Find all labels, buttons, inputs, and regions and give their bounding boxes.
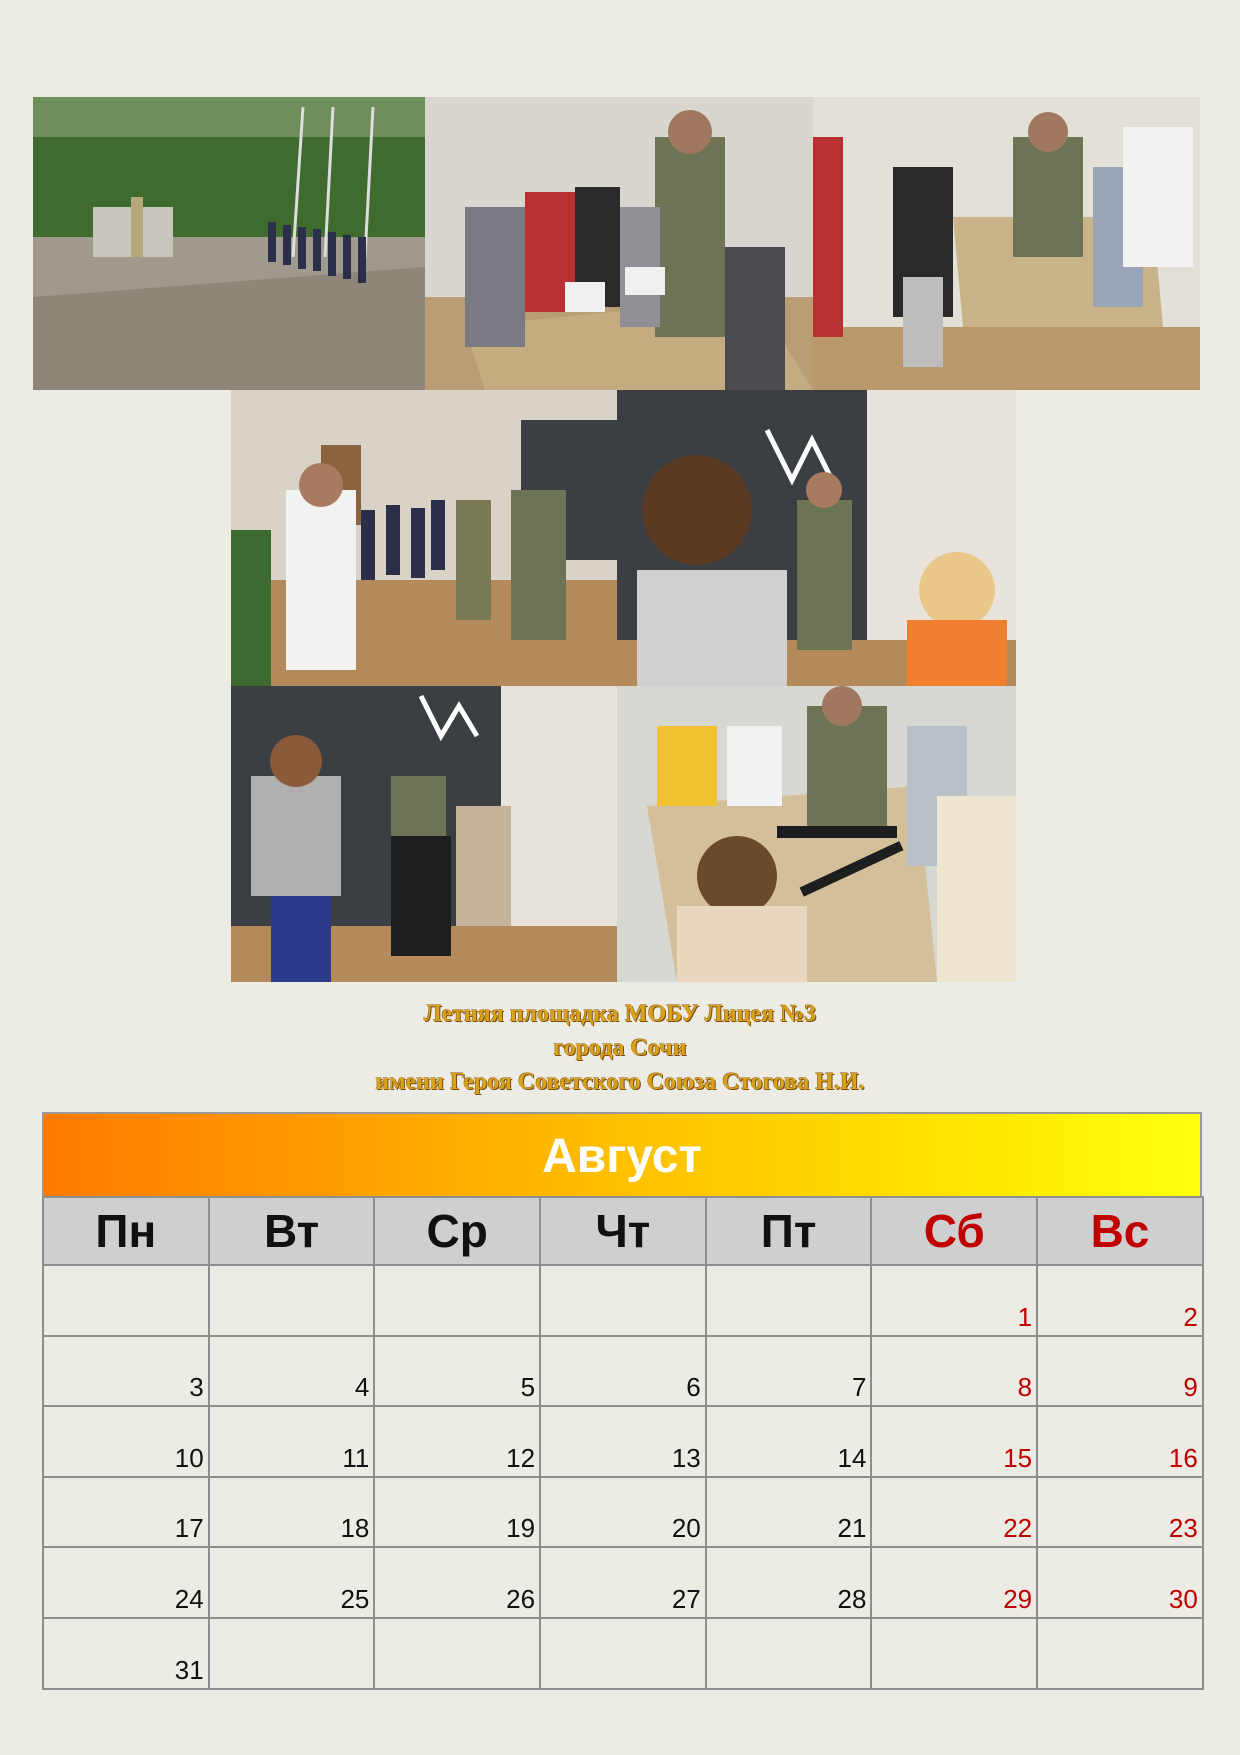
day-cell [872, 1266, 1038, 1337]
day-number: 2 [1183, 1301, 1198, 1332]
photo-boy-and-girls-inform [617, 390, 1016, 686]
day-cell [541, 1266, 707, 1337]
day-cell [375, 1266, 541, 1337]
day-cell [707, 1619, 873, 1690]
day-number: 8 [1017, 1372, 1033, 1403]
day-cell [210, 1548, 376, 1619]
day-cell [541, 1407, 707, 1478]
caption-line-3: имени Героя Советского Союза Стогова Н.И. [375, 1069, 865, 1095]
day-number: 6 [686, 1372, 701, 1403]
day-cell [707, 1337, 873, 1408]
photo-instructor-table-baskets [425, 97, 813, 390]
day-number: 15 [1003, 1442, 1033, 1473]
day-cell [707, 1407, 873, 1478]
weekday-header: Чт [541, 1198, 707, 1266]
day-cell [872, 1407, 1038, 1478]
day-number: 22 [1003, 1513, 1033, 1544]
day-cell [1038, 1548, 1204, 1619]
day-cell [375, 1548, 541, 1619]
day-number: 10 [174, 1442, 204, 1473]
photo-group-classroom [231, 390, 617, 686]
day-number: 16 [1168, 1442, 1198, 1473]
caption-line-2: города Сочи [553, 1035, 687, 1061]
weekday-header: Ср [375, 1198, 541, 1266]
day-number: 4 [354, 1372, 370, 1403]
day-number: 27 [671, 1583, 701, 1614]
day-cell [707, 1266, 873, 1337]
day-cell [1038, 1619, 1204, 1690]
day-number: 13 [671, 1442, 701, 1473]
day-cell [872, 1548, 1038, 1619]
calendar-grid [42, 1196, 1204, 1690]
day-cell [44, 1407, 210, 1478]
day-number: 9 [1183, 1372, 1198, 1403]
weekday-header: Сб [872, 1198, 1038, 1266]
day-cell [1038, 1337, 1204, 1408]
day-cell [210, 1266, 376, 1337]
caption-line-1: Летняя площадка МОБУ Лицея №3 [423, 1001, 817, 1027]
day-cell [541, 1548, 707, 1619]
photo-children-inform-room [231, 686, 617, 982]
day-cell [1038, 1266, 1204, 1337]
day-number: 26 [506, 1583, 536, 1614]
day-number: 24 [174, 1583, 204, 1614]
day-cell [375, 1478, 541, 1549]
day-number: 12 [506, 1442, 536, 1473]
day-number: 5 [520, 1372, 536, 1403]
day-number: 23 [1168, 1513, 1198, 1544]
day-cell [44, 1619, 210, 1690]
day-cell [1038, 1407, 1204, 1478]
photo-children-weapon-table [813, 97, 1200, 390]
day-cell [210, 1619, 376, 1690]
day-number: 1 [1017, 1301, 1033, 1332]
day-cell [541, 1478, 707, 1549]
day-number: 19 [506, 1513, 536, 1544]
photo-rifle-assembly [617, 686, 1016, 982]
day-cell [872, 1619, 1038, 1690]
day-cell [44, 1548, 210, 1619]
day-number: 30 [1168, 1583, 1198, 1614]
photo-lineup-courtyard [33, 97, 425, 390]
day-cell [541, 1337, 707, 1408]
day-number: 17 [174, 1513, 204, 1544]
day-number: 31 [174, 1654, 204, 1685]
day-cell [1038, 1478, 1204, 1549]
weekday-header: Вс [1038, 1198, 1204, 1266]
day-cell [44, 1266, 210, 1337]
day-number: 3 [189, 1372, 204, 1403]
day-cell [210, 1407, 376, 1478]
weekday-header: Пт [707, 1198, 873, 1266]
day-number: 18 [340, 1513, 370, 1544]
weekday-header: Вт [210, 1198, 376, 1266]
day-cell [541, 1619, 707, 1690]
day-cell [375, 1619, 541, 1690]
month-title: Август [42, 1112, 1202, 1200]
day-cell [375, 1407, 541, 1478]
day-cell [707, 1478, 873, 1549]
day-cell [707, 1548, 873, 1619]
day-number: 25 [340, 1583, 370, 1614]
day-number: 7 [851, 1372, 867, 1403]
day-number: 11 [342, 1442, 370, 1473]
day-cell [210, 1478, 376, 1549]
day-cell [210, 1337, 376, 1408]
day-cell [872, 1337, 1038, 1408]
day-number: 28 [837, 1583, 867, 1614]
day-cell [375, 1337, 541, 1408]
day-cell [44, 1478, 210, 1549]
day-cell [872, 1478, 1038, 1549]
day-number: 20 [671, 1513, 701, 1544]
weekday-header: Пн [44, 1198, 210, 1266]
day-number: 14 [837, 1442, 867, 1473]
day-cell [44, 1337, 210, 1408]
day-number: 29 [1003, 1583, 1033, 1614]
day-number: 21 [837, 1513, 867, 1544]
